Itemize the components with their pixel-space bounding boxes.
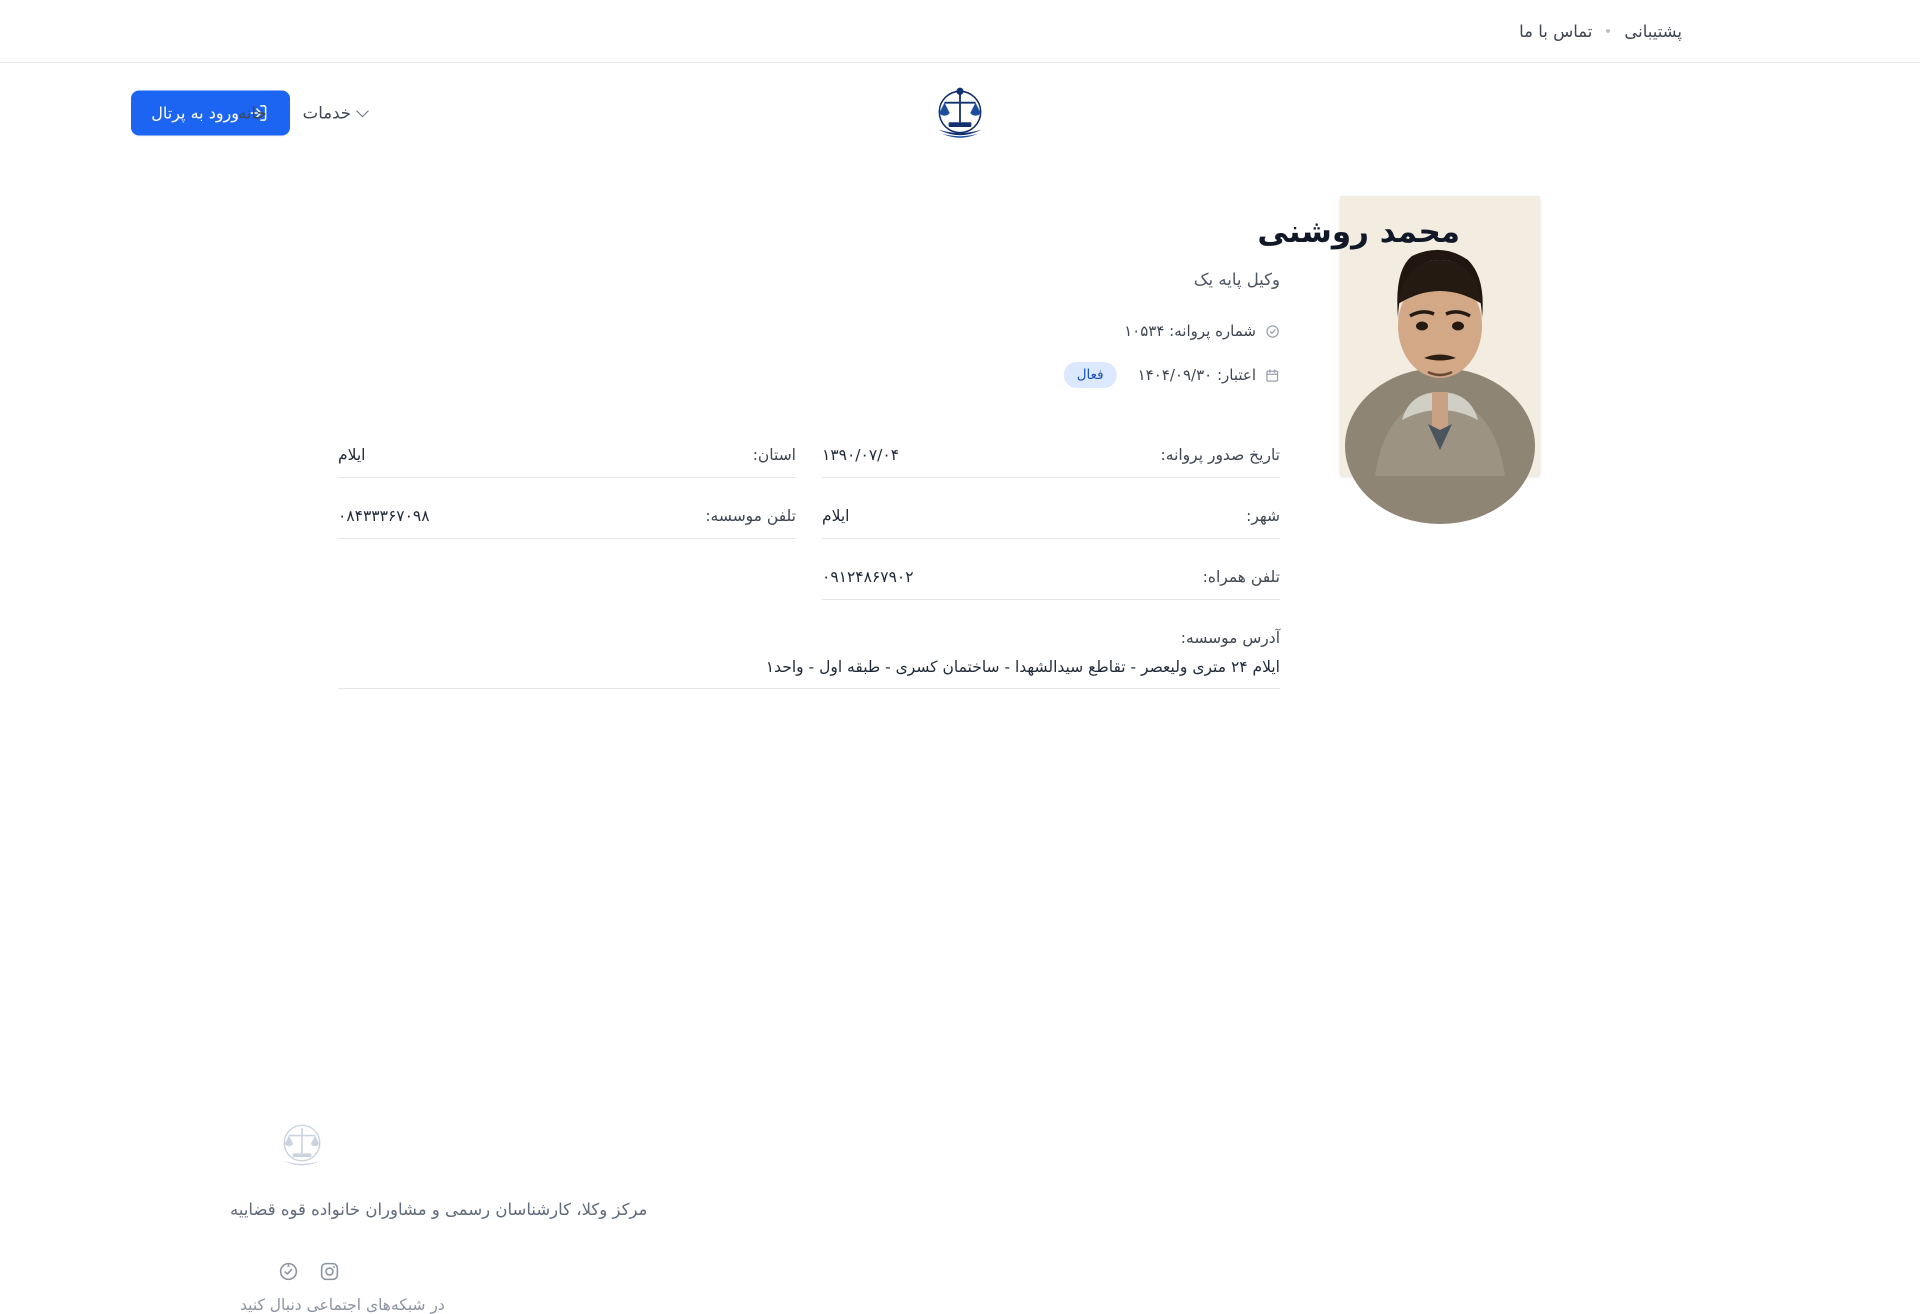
nav-item-home-label: خانه bbox=[238, 103, 267, 123]
chevron-down-icon bbox=[356, 105, 369, 118]
field-label: تلفن همراه: bbox=[1202, 568, 1280, 586]
profile-fields bbox=[338, 446, 1280, 689]
field-mobile-phone bbox=[822, 568, 1280, 600]
field-province bbox=[338, 446, 796, 478]
badge-check-icon bbox=[1265, 324, 1280, 339]
field-office-phone bbox=[338, 507, 796, 539]
field-city bbox=[822, 507, 1280, 539]
bale-icon[interactable] bbox=[278, 1261, 299, 1282]
nav-item-services[interactable] bbox=[303, 104, 367, 123]
field-value: ۰۹۱۲۴۸۶۷۹۰۲ bbox=[822, 568, 914, 586]
portal-login-label: ورود به پرتال bbox=[151, 103, 239, 123]
instagram-icon[interactable] bbox=[319, 1261, 340, 1282]
field-placeholder bbox=[338, 568, 796, 600]
field-label: آدرس موسسه: bbox=[1180, 629, 1280, 647]
footer-follow-text: در شبکه‌های اجتماعی دنبال کنید bbox=[240, 1296, 445, 1314]
field-label: استان: bbox=[752, 446, 796, 464]
footer-logo-scales-icon bbox=[274, 1116, 330, 1172]
footer-logo bbox=[274, 1116, 330, 1172]
profile-name: محمد روشنی bbox=[1257, 214, 1460, 250]
nav-item-services-label: خدمات bbox=[302, 103, 351, 123]
logo-scales-icon bbox=[929, 82, 991, 144]
field-row-2 bbox=[338, 507, 1280, 568]
site-logo[interactable] bbox=[929, 82, 991, 144]
field-value: ۰۸۴۳۳۳۶۷۰۹۸ bbox=[338, 507, 430, 525]
validity-text: اعتبار: ۱۴۰۴/۰۹/۳۰ bbox=[1137, 366, 1256, 384]
nav-item-home[interactable] bbox=[238, 104, 267, 123]
field-license-issue-date bbox=[822, 446, 1280, 478]
field-value: ایلام bbox=[822, 507, 850, 525]
field-value: ایلام ۲۴ متری ولیعصر - تقاطع سیدالشهدا - ساختمان کسری - طبقه اول - واحد۱ bbox=[765, 658, 1280, 676]
navbar-menu bbox=[238, 104, 367, 123]
validity-row bbox=[1064, 362, 1280, 388]
field-label: شهر: bbox=[1246, 507, 1280, 525]
field-row-1 bbox=[338, 446, 1280, 507]
field-office-address bbox=[338, 629, 1280, 689]
license-number-row bbox=[1124, 322, 1280, 340]
footer-title: مرکز وکلا، کارشناسان رسمی و مشاوران خانواده قوه قضاییه bbox=[230, 1200, 648, 1219]
field-row-3 bbox=[338, 568, 1280, 629]
profile-title: وکیل پایه یک bbox=[1193, 270, 1280, 289]
top-utility-bar bbox=[0, 0, 1920, 63]
status-badge: فعال bbox=[1064, 362, 1117, 388]
field-value: ۱۳۹۰/۰۷/۰۴ bbox=[822, 446, 900, 464]
support-link[interactable]: پشتیبانی bbox=[1624, 21, 1682, 41]
field-value: ایلام bbox=[338, 446, 366, 464]
license-number-text: شماره پروانه: ۱۰۵۳۴ bbox=[1124, 322, 1256, 340]
field-label: تلفن موسسه: bbox=[705, 507, 796, 525]
topbar-separator-dot bbox=[1606, 29, 1610, 33]
calendar-icon bbox=[1265, 368, 1280, 383]
footer-social-links bbox=[278, 1261, 340, 1282]
main-navbar bbox=[0, 63, 1920, 163]
contact-link[interactable]: تماس با ما bbox=[1519, 21, 1593, 41]
field-label: تاریخ صدور پروانه: bbox=[1160, 446, 1280, 464]
